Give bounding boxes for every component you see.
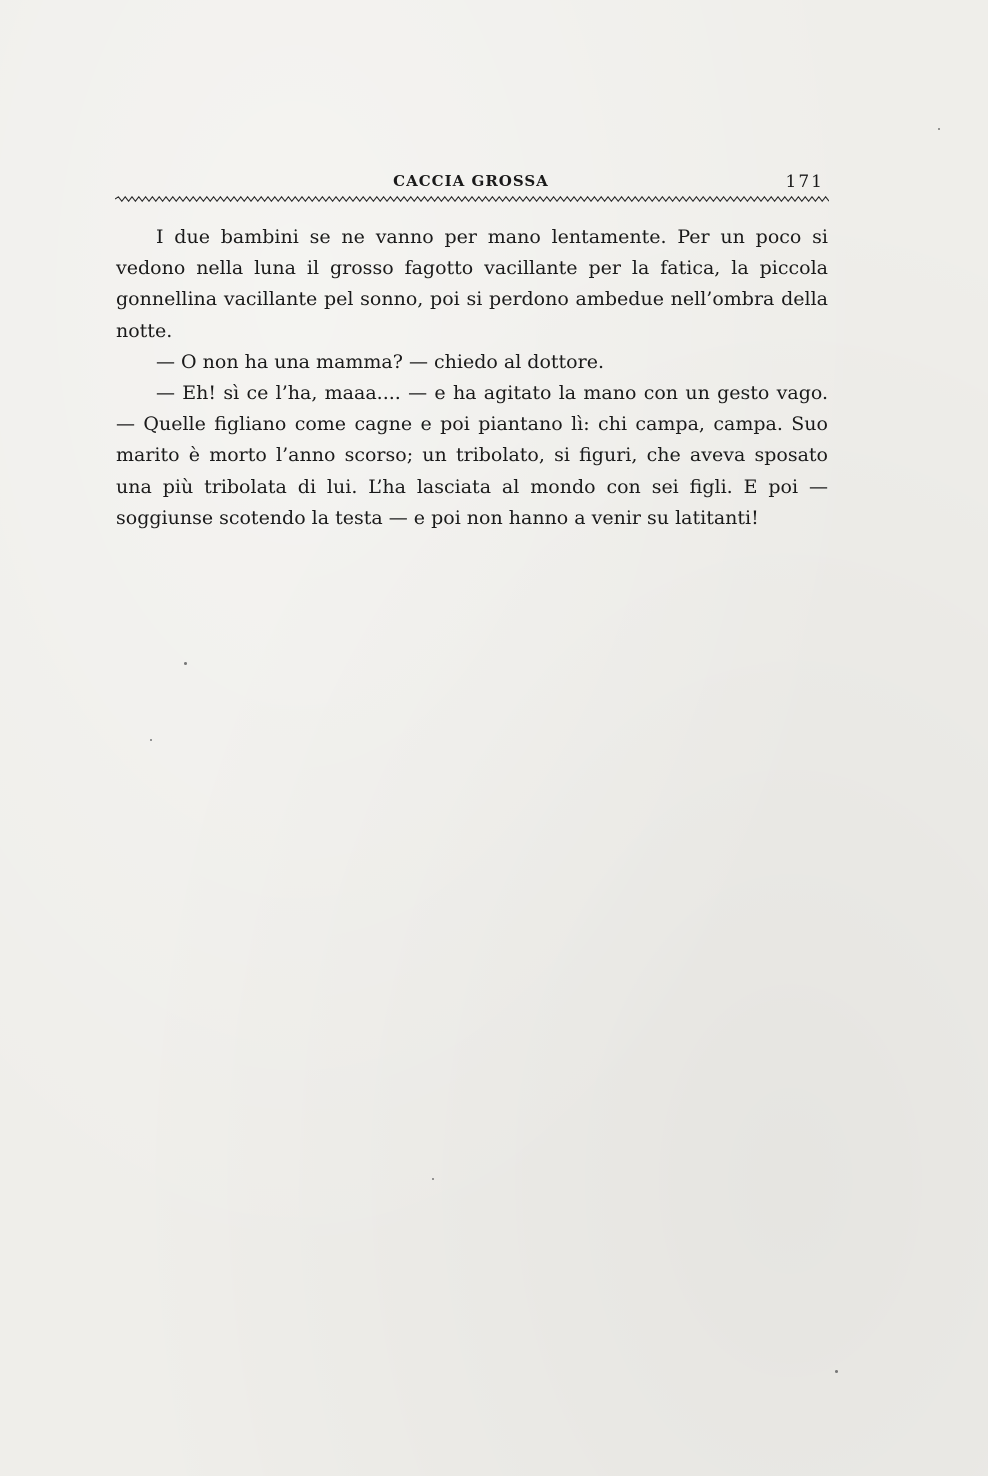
running-title: CACCIA GROSSA: [393, 172, 549, 190]
paragraph-doctor-reply: — Eh! sì ce l’ha, maaa.... — e ha agitato la mano con un gesto vago. — Quelle figliano come cagne e poi piantano lì: chi campa, campa. Suo marito è morto l’anno scorso; un tribolato, si figuri, che aveva sposato una più tribolata di lui. L’ha lasciata al mondo con sei figli. E poi — soggiunse scotendo la testa — e poi non hanno a venir su latitanti!: [116, 382, 828, 529]
paragraph-question: — O non ha una mamma? — chiedo al dottore.: [156, 350, 604, 373]
paper-speck: [432, 1178, 434, 1180]
paper-speck: [835, 1370, 838, 1373]
page-number: 171: [785, 172, 824, 192]
paper-speck: [184, 662, 187, 665]
paper-speck: [150, 739, 152, 741]
body-text: [116, 222, 828, 534]
paragraph-children-leave: I due bambini se ne vanno per mano lentamente. Per un poco si vedono nella luna il grosso fagotto vacillante per la fatica, la piccola gonnellina vacillante pel sonno, poi si perdono ambedue nell’ombra della notte.: [116, 226, 828, 342]
decorative-wavy-rule: [115, 194, 829, 204]
running-head: [110, 172, 832, 196]
paper-speck: [938, 128, 940, 130]
